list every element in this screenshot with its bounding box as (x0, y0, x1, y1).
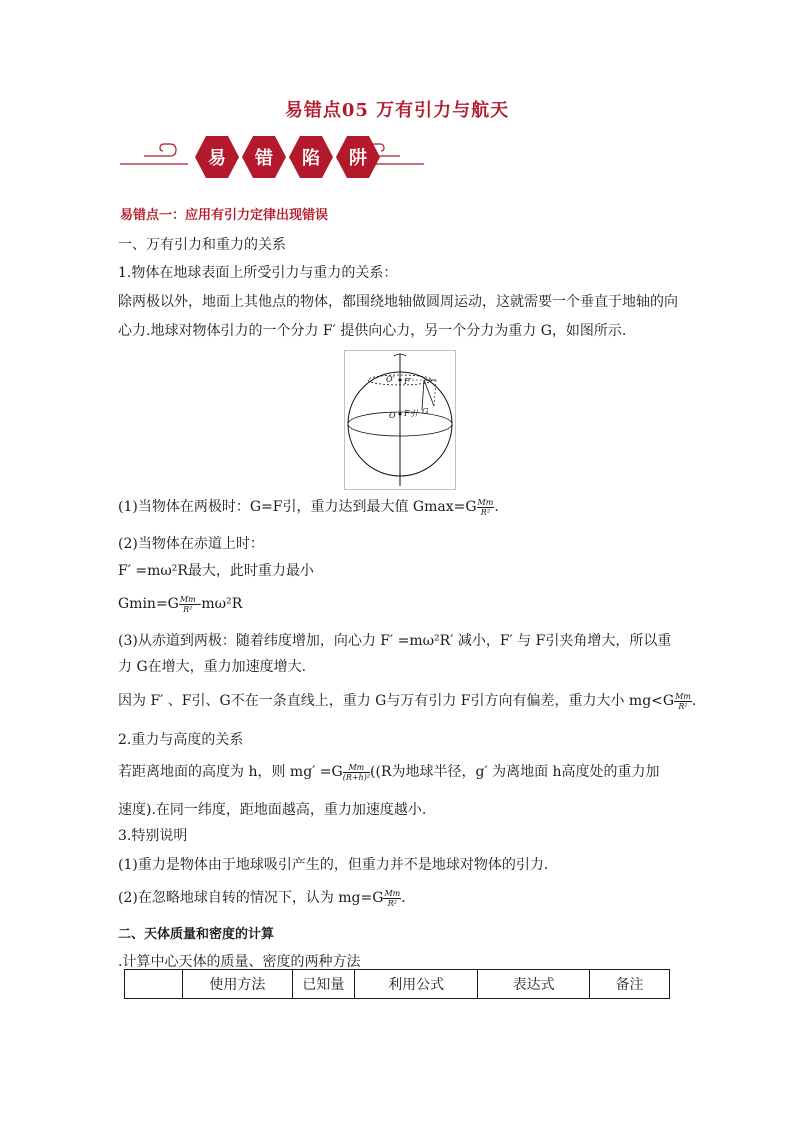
frac-mm: Mm (343, 763, 370, 773)
table-header-cell: 备注 (589, 970, 669, 999)
para1-line2: 心力.地球对物体引力的一个分力 F′ 提供向心力，另一个分力为重力 G，如图所示. (118, 323, 627, 339)
section2-heading: 二、天体质量和密度的计算 (118, 927, 275, 942)
height-title: 2.重力与高度的关系 (118, 732, 244, 748)
note2: (2)在忽略地球自转的情况下，认为 mg=G $\frac{Mm}{\text{R²}}$ . (118, 888, 406, 908)
frac-mm: Mm (675, 691, 691, 701)
height-line2: 速度).在同一纬度，距地面越高，重力加速度越小. (118, 802, 427, 818)
label-g: G (422, 407, 429, 416)
gmin-suffix: -mω²R (196, 596, 243, 612)
item2-head: (2)当物体在赤道上时： (118, 536, 264, 552)
frac-mm: Mm (179, 594, 196, 604)
para1-title: 1.物体在地球表面上所受引力与重力的关系： (118, 265, 398, 281)
table-header-cell: 已知量 (292, 970, 354, 999)
frac-mm: Mm (477, 497, 494, 507)
frac-r2: R² (480, 507, 491, 517)
notes-title: 3.特别说明 (118, 828, 188, 844)
frac-r2: R² (678, 701, 688, 711)
gmin-text: Gmin=G (118, 596, 179, 612)
frac-r2: R² (183, 604, 193, 614)
table-header-row (125, 970, 670, 999)
banner-char-2: 错 (255, 148, 273, 169)
item3-line2: 力 G在增大，重力加速度增大. (118, 659, 307, 675)
label-f-gravity: F引 (404, 409, 418, 418)
table-header-cell: 利用公式 (355, 970, 478, 999)
note1: (1)重力是物体由于地球吸引产生的，但重力并不是地球对物体的引力. (118, 857, 549, 873)
banner-char-3: 陷 (302, 148, 320, 169)
note2-text: (2)在忽略地球自转的情况下，认为 mg=G (118, 890, 384, 906)
height-line1-suffix: ((R为地球半径，g′ 为离地面 h高度处的重力加 (370, 764, 660, 780)
table-header-cell (125, 970, 183, 999)
frac-mm: Mm (384, 888, 401, 898)
item1: (1)当物体在两极时：G=F引，重力达到最大值 Gmax=G $\frac{Mm}{\text{R²}}$ . (118, 497, 499, 517)
because-line: 因为 F′ 、F引、G不在一条直线上，重力 G与万有引力 F引方向有偏差，重力大小 mg<G $\frac{Mm}{\text{R²}}$ . (118, 691, 697, 711)
page-title: 易错点05 万有引力与航天 (284, 100, 510, 121)
banner-char-4: 阱 (349, 148, 367, 169)
frac-rh2: (R+h)² (342, 772, 371, 782)
section2-intro: .计算中心天体的质量、密度的两种方法 (118, 954, 361, 970)
table-header-cell: 表达式 (478, 970, 590, 999)
methods-table (124, 969, 670, 999)
frac-r2: R² (387, 898, 397, 908)
banner-graphic (118, 124, 426, 190)
label-f-prime: F′ (404, 377, 412, 386)
label-o-prime: O′ (386, 375, 395, 384)
para1-line1: 除两极以外，地面上其他点的物体，都围绕地轴做圆周运动，这就需要一个垂直于地轴的向 (118, 294, 678, 310)
because-text: 因为 F′ 、F引、G不在一条直线上，重力 G与万有引力 F引方向有偏差，重力大小 mg<G (118, 693, 675, 709)
earth-gravity-diagram (344, 350, 456, 490)
item2-line1: F′ =mω²R最大，此时重力最小 (118, 563, 314, 579)
label-o: O (389, 411, 396, 420)
section1-heading: 一、万有引力和重力的关系 (118, 237, 286, 253)
item1-text: (1)当物体在两极时：G=F引，重力达到最大值 Gmax=G (118, 499, 477, 515)
item3-line1: (3)从赤道到两极：随着纬度增加，向心力 F′ =mω²R′ 减小，F′ 与 F引夹角增大，所以重 (118, 633, 672, 649)
item2-line2 (118, 594, 242, 614)
error-point-subheading: 易错点一：应用有引力定律出现错误 (120, 208, 329, 223)
height-line1 (118, 762, 660, 782)
height-line1-prefix: 若距离地面的高度为 h，则 mg′ =G (118, 764, 343, 780)
banner-char-1: 易 (208, 148, 226, 169)
table-header-cell: 使用方法 (183, 970, 293, 999)
